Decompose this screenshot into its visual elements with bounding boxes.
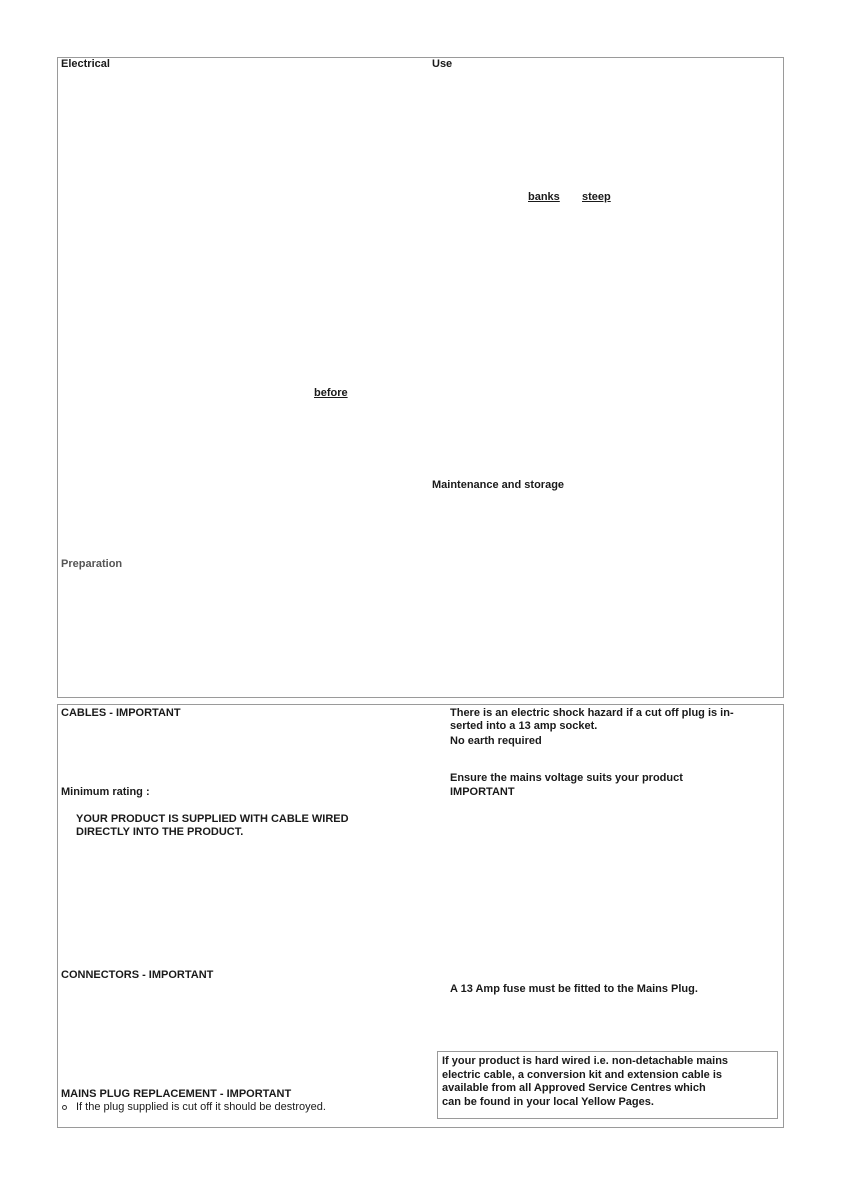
- banks-link[interactable]: banks: [528, 191, 560, 203]
- ensure-voltage-text: Ensure the mains voltage suits your product: [450, 772, 683, 784]
- plug-destroyed-bullet: If the plug supplied is cut off it should be destroyed.: [76, 1101, 326, 1113]
- notice-line: available from all Approved Service Centres which: [442, 1082, 706, 1094]
- cables-heading: CABLES - IMPORTANT: [61, 707, 181, 719]
- steep-link[interactable]: steep: [582, 191, 611, 203]
- top-panel: [57, 57, 784, 698]
- electrical-heading: Electrical: [61, 58, 110, 70]
- bullet-icon: [62, 1105, 67, 1110]
- notice-line: can be found in your local Yellow Pages.: [442, 1095, 654, 1108]
- use-heading: Use: [432, 58, 453, 70]
- supplied-cable-line-1: YOUR PRODUCT IS SUPPLIED WITH CABLE WIRED: [76, 813, 349, 825]
- fuse-note: A 13 Amp fuse must be fitted to the Mains Plug.: [450, 983, 698, 995]
- hard-wired-notice-box: [437, 1051, 778, 1119]
- minimum-rating-label: Minimum rating :: [61, 786, 150, 798]
- preparation-heading: Preparation: [61, 558, 123, 570]
- shock-hazard-line-1: There is an electric shock hazard if a cut off plug is in-: [450, 707, 734, 719]
- important-label: IMPORTANT: [450, 786, 515, 798]
- mains-plug-heading: MAINS PLUG REPLACEMENT - IMPORTANT: [61, 1088, 292, 1100]
- maintenance-heading: Maintenance and storage: [432, 479, 565, 491]
- notice-line: If your product is hard wired i.e. non-detachable mains: [442, 1055, 729, 1067]
- before-link[interactable]: before: [314, 387, 348, 399]
- connectors-heading: CONNECTORS - IMPORTANT: [61, 969, 214, 981]
- supplied-cable-line-2: DIRECTLY INTO THE PRODUCT.: [76, 826, 244, 838]
- notice-line: electric cable, a conversion kit and extension cable is: [442, 1068, 723, 1081]
- shock-hazard-line-2: serted into a 13 amp socket.: [450, 720, 598, 732]
- no-earth-text: No earth required: [450, 735, 542, 747]
